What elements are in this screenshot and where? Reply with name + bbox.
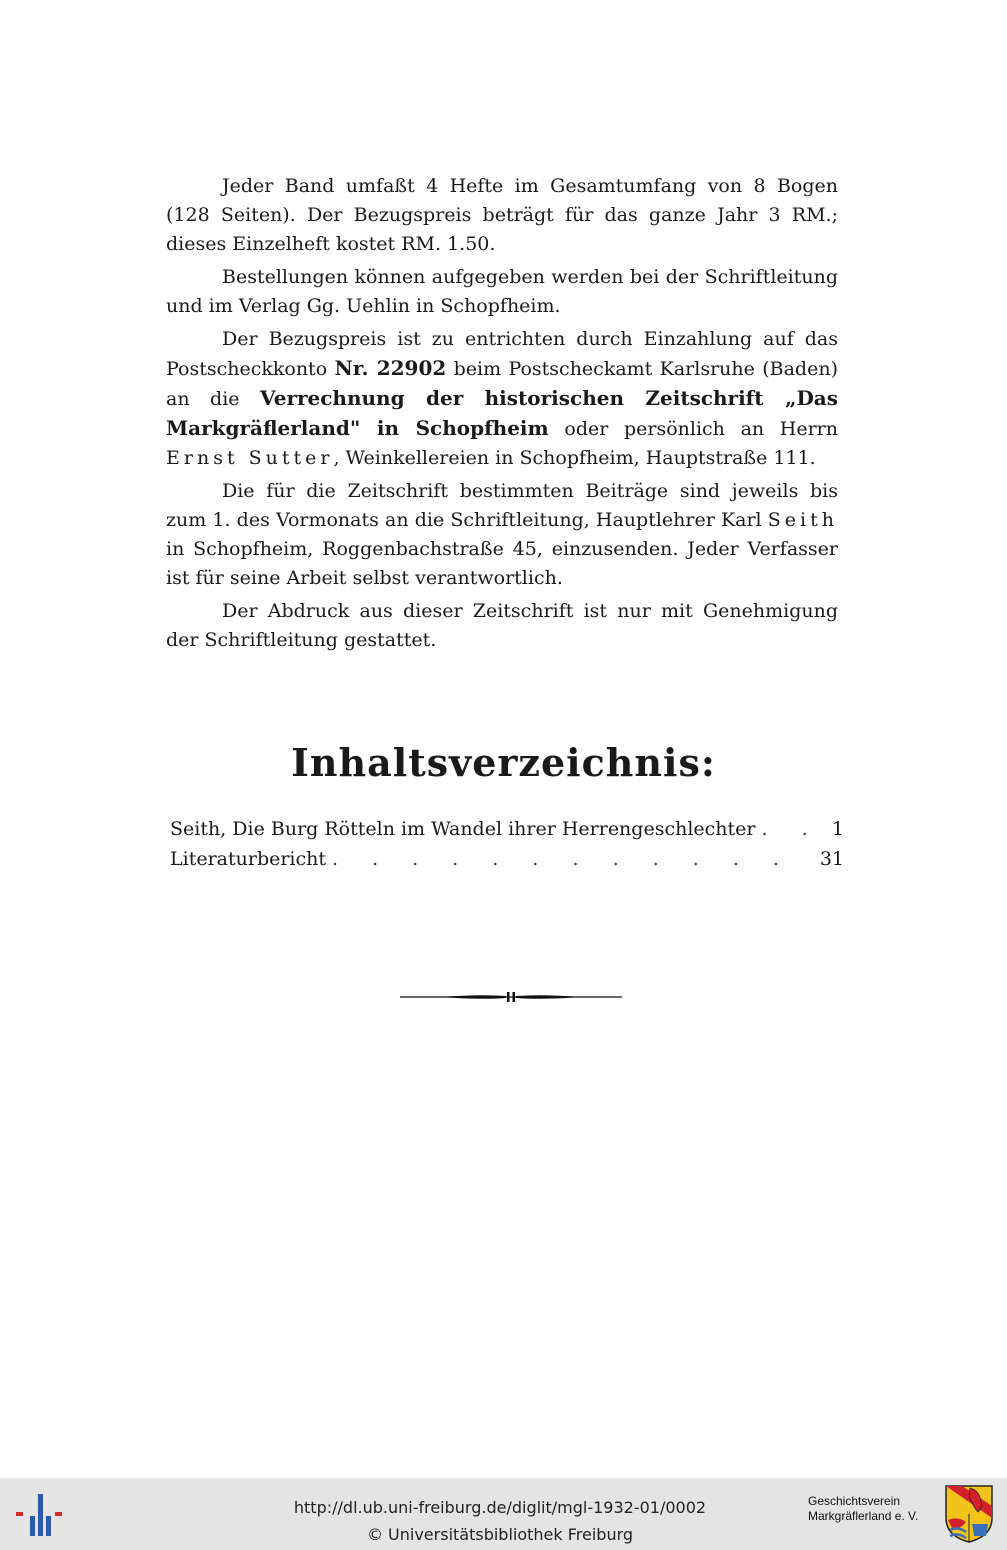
paragraph-subscription xyxy=(166,172,838,259)
toc-leader-dots xyxy=(762,814,826,844)
paragraph-payment xyxy=(166,325,838,473)
markgraeflerland-crest-icon[interactable] xyxy=(944,1484,994,1544)
contrib-text-a: Die für die Zeitschrift bestimmten Beiträge sind jeweils bis zum 1. des Vormonats an die Schriftleitung, Hauptlehrer Karl xyxy=(166,480,838,531)
person-name-sutter: Ernst Sutter xyxy=(166,447,334,469)
payment-text-g: , Weinkellereien in Schopfheim, Hauptstraße 111. xyxy=(333,447,816,469)
imprint-text xyxy=(166,172,838,659)
toc-entry-page: 1 xyxy=(831,818,844,840)
paragraph-reprint xyxy=(166,597,838,655)
paragraph-orders-text: Bestellungen können aufgegeben werden bei der Schriftleitung und im Verlag Gg. Uehlin in Schopfheim. xyxy=(166,266,838,317)
toc-entry-label: Seith, Die Burg Rötteln im Wandel ihrer Herrengeschlechter xyxy=(170,818,756,840)
divider-ornament-icon xyxy=(400,988,622,1006)
paragraph-reprint-text: Der Abdruck aus dieser Zeitschrift ist nur mit Genehmigung der Schriftleitung gestattet. xyxy=(166,600,838,651)
payment-text-c: beim Postscheckamt Karlsruhe (Baden) an die xyxy=(166,358,838,410)
ub-freiburg-logo-icon[interactable] xyxy=(14,1492,66,1538)
permalink-url[interactable]: http://dl.ub.uni-freiburg.de/diglit/mgl-1932-01/0002 xyxy=(293,1498,707,1517)
society-name-line2: Markgräflerland e. V. xyxy=(808,1509,919,1523)
toc-leader-dots xyxy=(332,844,814,874)
contrib-text-c: in Schopfheim, Roggenbachstraße 45, einzusenden. Jeder Verfasser ist für seine Arbeit selbst verantwortlich. xyxy=(166,538,838,589)
account-number: Nr. 22902 xyxy=(334,356,447,380)
toc-entry[interactable] xyxy=(170,814,844,844)
payment-text-a: Der Bezugspreis ist zu entrichten durch Einzahlung auf das Postscheckkonto xyxy=(166,328,838,380)
payment-text-e: oder persönlich an Herrn xyxy=(564,418,838,440)
toc-entry-label: Literaturbericht xyxy=(170,848,327,870)
toc-entry[interactable] xyxy=(170,844,844,874)
table-of-contents xyxy=(170,814,844,874)
copyright-notice: © Universitätsbibliothek Freiburg xyxy=(366,1525,634,1544)
payee-name: Verrechnung der historischen Zeitschrift „Das Markgräflerland" in Schopfheim xyxy=(166,386,839,440)
paragraph-orders xyxy=(166,263,838,321)
toc-entry-page: 31 xyxy=(819,848,844,870)
paragraph-subscription-text: Jeder Band umfaßt 4 Hefte im Gesamtumfang von 8 Bogen (128 Seiten). Der Bezugspreis beträgt für das ganze Jahr 3 RM.; dieses Einzelheft kostet RM. 1.50. xyxy=(166,175,838,255)
society-name-line1: Geschichtsverein xyxy=(808,1494,901,1508)
paragraph-contributions xyxy=(166,477,838,593)
toc-title: Inhaltsverzeichnis: xyxy=(291,740,716,785)
person-name-seith: Seith xyxy=(767,509,838,531)
society-name xyxy=(808,1494,940,1524)
footer-citation xyxy=(200,1494,800,1548)
footer-bar xyxy=(0,1478,1007,1550)
